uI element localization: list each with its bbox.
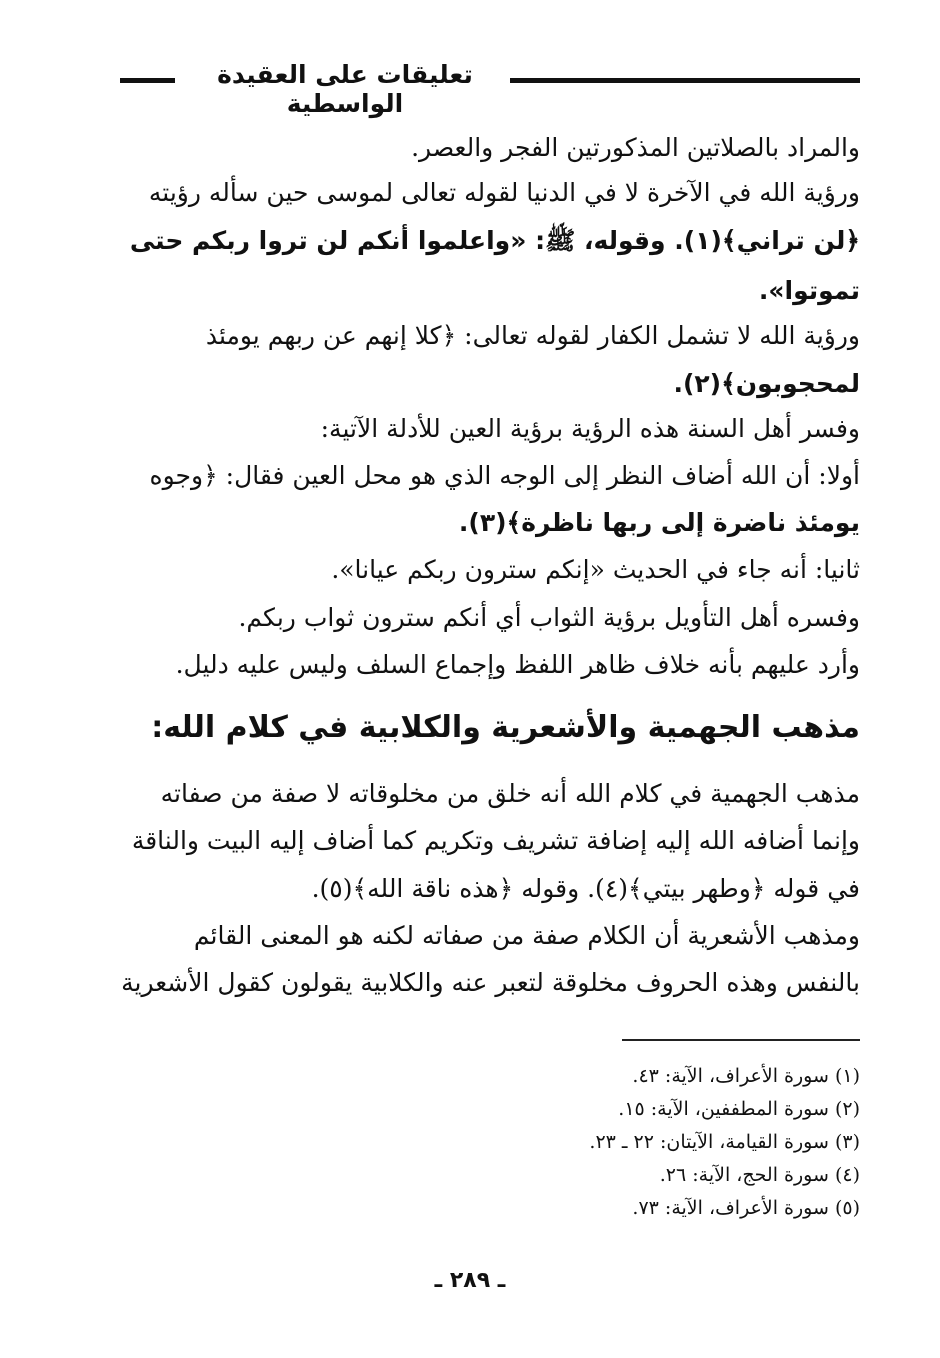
text-line: ﴿لن تراني﴾(١). وقوله، ﷺ: «واعلموا أنكم لن تروا ربكم حتى [129,226,860,255]
text-line: وفسر أهل السنة هذه الرؤية برؤية العين للأدلة الآتية: [320,414,860,443]
header-rule-right [510,78,860,83]
footnote: (٣) سورة القيامة، الآيتان: ٢٢ ـ ٢٣. [589,1131,860,1153]
text-line: تموتوا». [758,276,860,305]
text-line: في قوله ﴿وطهر بيتي﴾(٤). وقوله ﴿هذه ناقة الله﴾(٥). [311,874,860,903]
text-line: ثانيا: أنه جاء في الحديث «إنكم سترون ربكم عيانا». [331,555,860,584]
text-line: وفسره أهل التأويل برؤية الثواب أي أنكم سترون ثواب ربكم. [238,603,860,632]
text-line: مذهب الجهمية في كلام الله أنه خلق من مخلوقاته لا صفة من صفاته [160,779,860,808]
running-header [120,58,860,118]
footnotes [360,1060,860,1225]
text-line: ورؤية الله في الآخرة لا في الدنيا لقوله تعالى لموسى حين سأله رؤيته [148,178,860,207]
header-title: تعليقات على العقيدة الواسطية [217,60,473,118]
text-line: وأرد عليهم بأنه خلاف ظاهر اللفظ وإجماع السلف وليس عليه دليل. [175,650,860,679]
footnote-separator [622,1039,860,1041]
text-line: لمحجوبون﴾(٢). [673,369,860,398]
main-text-block [120,124,860,704]
section-heading: مذهب الجهمية والأشعرية والكلابية في كلام الله: [151,710,860,745]
footnote: (٥) سورة الأعراف، الآية: ٧٣. [632,1197,860,1219]
text-line: أولا: أن الله أضاف النظر إلى الوجه الذي هو محل العين فقال: ﴿وجوه [149,461,860,490]
footnote: (١) سورة الأعراف، الآية: ٤٣. [632,1065,860,1087]
text-line: وإنما أضافه الله إليه إضافة تشريف وتكريم كما أضاف إليه البيت والناقة [131,826,860,855]
footnote: (٤) سورة الحج، الآية: ٢٦. [659,1164,860,1186]
footnote: (٢) سورة المطففين، الآية: ١٥. [618,1098,860,1120]
text-line: يومئذ ناضرة إلى ربها ناظرة﴾(٣). [458,508,860,537]
header-rule-left [120,78,175,83]
page-number: ـ ٢٨٩ ـ [434,1268,506,1293]
text-line: ومذهب الأشعرية أن الكلام صفة من صفاته لكنه هو المعنى القائم [193,921,860,950]
section-text-block [120,770,860,1010]
text-line: ورؤية الله لا تشمل الكفار لقوله تعالى: ﴿كلا إنهم عن ربهم يومئذ [205,321,860,350]
text-line: بالنفس وهذه الحروف مخلوقة لتعبر عنه والكلابية يقولون كقول الأشعرية [121,968,860,997]
text-line: والمراد بالصلاتين المذكورتين الفجر والعصر. [411,133,860,162]
